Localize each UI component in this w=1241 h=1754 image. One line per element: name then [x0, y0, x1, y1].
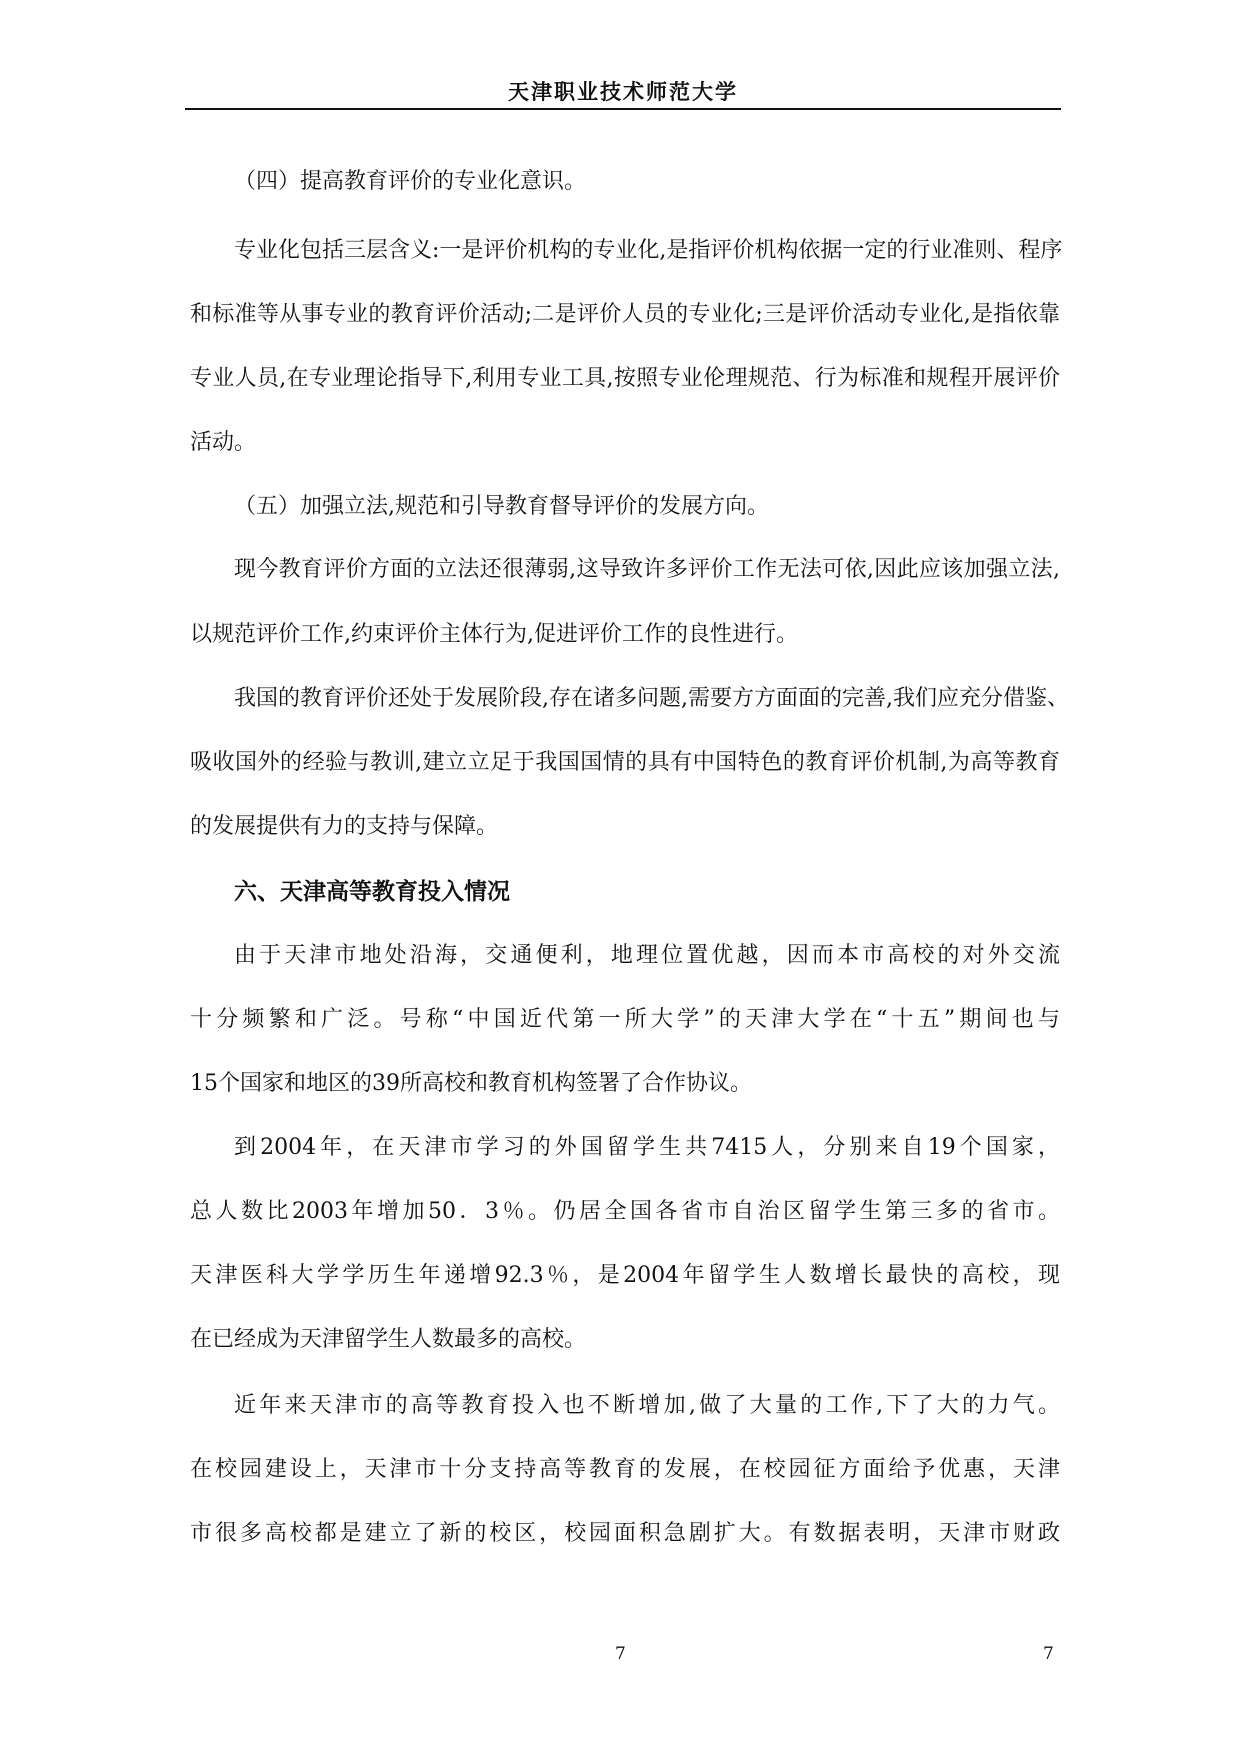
paragraph-line: 总人数比2003年增加50．3％。仍居全国各省市自治区留学生第三多的省市。 [190, 1199, 1060, 1224]
paragraph-line: 天津医科大学学历生年递增92.3％，是2004年留学生人数增长最快的高校，现 [190, 1263, 1060, 1288]
paragraph-line: 近年来天津市的高等教育投入也不断增加,做了大量的工作,下了大的力气。 [234, 1393, 1060, 1418]
paragraph-line: 十分频繁和广泛。号称“中国近代第一所大学”的天津大学在“十五”期间也与 [190, 1007, 1060, 1032]
subheading-4: （四）提高教育评价的专业化意识。 [234, 169, 587, 194]
section-heading: 六、天津高等教育投入情况 [234, 879, 510, 905]
paragraph-line: 专业化包括三层含义:一是评价机构的专业化,是指评价机构依据一定的行业准则、程序 [234, 238, 1063, 263]
header-divider [185, 108, 1061, 110]
paragraph-line: 活动。 [190, 430, 257, 455]
paragraph-line: 15个国家和地区的39所高校和教育机构签署了合作协议。 [190, 1071, 752, 1096]
paragraph-line: 专业人员,在专业理论指导下,利用专业工具,按照专业伦理规范、行为标准和规程开展评价 [190, 366, 1060, 391]
page-number-center: 7 [615, 1644, 626, 1664]
paragraph-line: 由于天津市地处沿海，交通便利，地理位置优越，因而本市高校的对外交流 [234, 943, 1060, 968]
paragraph-line: 在校园建设上，天津市十分支持高等教育的发展，在校园征方面给予优惠，天津 [190, 1457, 1060, 1482]
paragraph-line: 以规范评价工作,约束评价主体行为,促进评价工作的良性进行。 [190, 622, 798, 647]
paragraph-line: 市很多高校都是建立了新的校区，校园面积急剧扩大。有数据表明，天津市财政 [190, 1521, 1060, 1546]
page-header-title: 天津职业技术师范大学 [508, 80, 738, 104]
paragraph-line: 吸收国外的经验与教训,建立立足于我国国情的具有中国特色的教育评价机制,为高等教育 [190, 750, 1060, 775]
paragraph-line: 现今教育评价方面的立法还很薄弱,这导致许多评价工作无法可依,因此应该加强立法, [234, 557, 1060, 582]
paragraph-line: 的发展提供有力的支持与保障。 [190, 814, 499, 839]
paragraph-line: 我国的教育评价还处于发展阶段,存在诸多问题,需要方方面面的完善,我们应充分借鉴、 [234, 686, 1069, 711]
subheading-5: （五）加强立法,规范和引导教育督导评价的发展方向。 [234, 494, 769, 519]
paragraph-line: 在已经成为天津留学生人数最多的高校。 [190, 1327, 587, 1352]
paragraph-line: 和标准等从事专业的教育评价活动;二是评价人员的专业化;三是评价活动专业化,是指依靠 [190, 302, 1060, 327]
paragraph-line: 到2004年，在天津市学习的外国留学生共7415人，分别来自19个国家， [234, 1135, 1060, 1160]
page-number-right: 7 [1043, 1644, 1054, 1664]
